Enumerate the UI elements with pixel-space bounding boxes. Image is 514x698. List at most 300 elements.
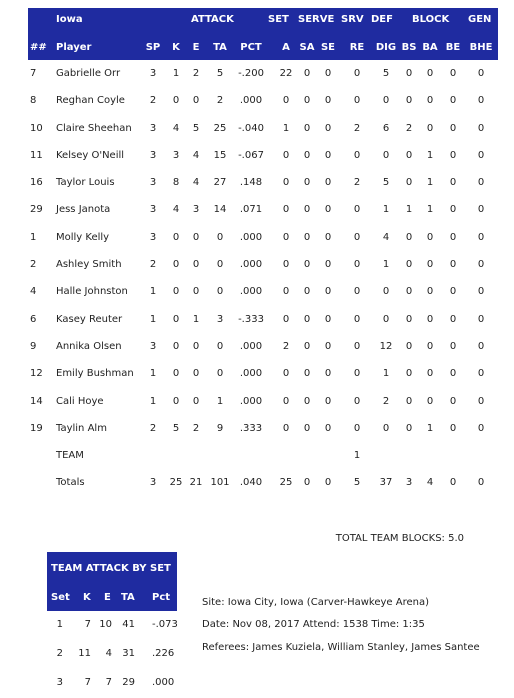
cell-be: 0 [449, 340, 457, 352]
cell-be: 0 [449, 231, 457, 243]
cell-re: 0 [353, 259, 361, 271]
site-info: Site: Iowa City, Iowa (Carver-Hawkeye Arena) [202, 597, 429, 608]
cell-k: 1 [172, 68, 180, 79]
cell-sp: 1 [149, 313, 157, 325]
cell-k: 0 [172, 313, 180, 325]
cell-k: 0 [172, 231, 180, 243]
table-row [28, 388, 498, 415]
cell-sa: 0 [303, 149, 311, 161]
cell-e: 4 [192, 177, 200, 189]
cell-player: Jess Janota [56, 204, 111, 216]
cell-sp: 3 [149, 177, 157, 189]
table-row [28, 169, 498, 196]
cell-k: 0 [172, 340, 180, 352]
cell-bs: 0 [405, 340, 413, 352]
cell-be: 0 [449, 177, 457, 189]
cell-bs: 0 [405, 68, 413, 79]
cell-be: 0 [449, 286, 457, 298]
cell-k: 4 [172, 204, 180, 216]
cell-ba: 0 [426, 259, 434, 271]
cell-ba: 1 [426, 422, 434, 434]
cell-se: 0 [324, 231, 332, 243]
cell-be: 0 [449, 395, 457, 407]
col-k: K [172, 42, 180, 53]
cell-bhe: 0 [477, 122, 485, 134]
table-row [28, 469, 498, 496]
cell-sp: 3 [149, 122, 157, 134]
cell-k: 5 [172, 422, 180, 434]
abs-col-k: K [83, 592, 91, 603]
cell-dig: 4 [382, 231, 390, 243]
cell-a: 2 [282, 340, 290, 352]
cell-bs: 0 [405, 313, 413, 325]
cell-player: Reghan Coyle [56, 95, 125, 107]
team-name: Iowa [56, 14, 83, 25]
col-sa: SA [299, 42, 315, 53]
cell-bs: 0 [405, 231, 413, 243]
cell-e: 0 [192, 395, 200, 407]
cell-a: 0 [282, 95, 290, 107]
cell-dig: 2 [382, 395, 390, 407]
cell-dig: 0 [382, 286, 390, 298]
table-row [28, 142, 498, 169]
cell-pct: .148 [239, 177, 263, 189]
cell-a: 0 [282, 313, 290, 325]
cell-k: 4 [172, 122, 180, 134]
cell-be: 0 [449, 204, 457, 216]
cell-be: 0 [449, 368, 457, 380]
cell-ba: 1 [426, 177, 434, 189]
cell-num: 10 [30, 122, 43, 134]
cell-bs: 0 [405, 149, 413, 161]
abs-cell-pct: .000 [152, 677, 175, 688]
cell-pct: .000 [239, 231, 263, 243]
cell-dig: 0 [382, 95, 390, 107]
cell-a: 0 [282, 204, 290, 216]
cell-num: 11 [30, 149, 43, 161]
cell-sp: 2 [149, 259, 157, 271]
cell-player: Ashley Smith [56, 259, 122, 271]
cell-k: 0 [172, 368, 180, 380]
cell-num: 1 [30, 231, 37, 243]
group-serve: SERVE [298, 14, 335, 25]
cell-re: 2 [353, 177, 361, 189]
cell-pct: .071 [239, 204, 263, 216]
col-bs: BS [401, 42, 417, 53]
cell-dig: 6 [382, 122, 390, 134]
cell-pct: -.040 [238, 122, 264, 134]
cell-ta: 27 [213, 177, 227, 189]
cell-ta: 101 [210, 477, 230, 489]
cell-re: 0 [353, 422, 361, 434]
cell-pct: -.067 [238, 149, 264, 161]
abs-cell-k: 7 [84, 677, 91, 688]
abs-cell-ta: 29 [122, 677, 135, 688]
cell-num: 12 [30, 368, 43, 380]
cell-se: 0 [324, 286, 332, 298]
col-player: Player [56, 42, 92, 53]
table-body [28, 60, 498, 497]
cell-bs: 0 [405, 286, 413, 298]
cell-ta: 1 [216, 395, 224, 407]
table-row [28, 115, 498, 142]
cell-k: 0 [172, 259, 180, 271]
abs-cell-set: 1 [56, 619, 63, 630]
cell-ba: 1 [426, 149, 434, 161]
cell-num: 6 [30, 313, 37, 325]
cell-sa: 0 [303, 231, 311, 243]
cell-e: 1 [192, 313, 200, 325]
cell-e: 3 [192, 204, 200, 216]
cell-pct: -.200 [238, 68, 264, 79]
cell-bs: 0 [405, 368, 413, 380]
group-def: DEF [371, 14, 393, 25]
cell-e: 2 [192, 68, 200, 79]
cell-e: 0 [192, 368, 200, 380]
cell-a: 0 [282, 231, 290, 243]
cell-ba: 0 [426, 95, 434, 107]
cell-player: Halle Johnston [56, 286, 128, 298]
cell-bhe: 0 [477, 286, 485, 298]
abs-cell-set: 2 [56, 648, 63, 659]
cell-player: Molly Kelly [56, 231, 110, 243]
group-srv: SRV [341, 14, 364, 25]
cell-ta: 0 [216, 340, 224, 352]
table-row [28, 442, 498, 469]
cell-player: Cali Hoye [56, 395, 104, 407]
cell-be: 0 [449, 149, 457, 161]
cell-bhe: 0 [477, 204, 485, 216]
col-sp: SP [145, 42, 161, 53]
cell-bs: 3 [405, 477, 413, 489]
cell-bhe: 0 [477, 95, 485, 107]
cell-sa: 0 [303, 395, 311, 407]
cell-a: 0 [282, 259, 290, 271]
cell-sa: 0 [303, 95, 311, 107]
abs-cell-ta: 31 [122, 648, 135, 659]
col-pct: PCT [240, 42, 262, 53]
cell-pct: .000 [239, 395, 263, 407]
cell-sp: 3 [149, 231, 157, 243]
abs-cell-set: 3 [56, 677, 63, 688]
cell-bs: 0 [405, 95, 413, 107]
cell-ba: 0 [426, 395, 434, 407]
box-score-table [28, 8, 498, 497]
cell-pct: .000 [239, 259, 263, 271]
cell-be: 0 [449, 68, 457, 79]
cell-re: 0 [353, 286, 361, 298]
cell-a: 0 [282, 286, 290, 298]
cell-sa: 0 [303, 313, 311, 325]
cell-dig: 5 [382, 68, 390, 79]
cell-a: 22 [279, 68, 293, 79]
table-row [28, 278, 498, 305]
cell-player: Emily Bushman [56, 368, 134, 380]
table-row [28, 306, 498, 333]
abs-col-set: Set [51, 592, 70, 603]
abs-cell-ta: 41 [122, 619, 135, 630]
cell-se: 0 [324, 395, 332, 407]
cell-k: 3 [172, 149, 180, 161]
cell-num: 14 [30, 395, 43, 407]
cell-se: 0 [324, 177, 332, 189]
cell-se: 0 [324, 95, 332, 107]
cell-ta: 2 [216, 95, 224, 107]
cell-ba: 4 [426, 477, 434, 489]
cell-be: 0 [449, 477, 457, 489]
col-dig: DIG [375, 42, 397, 53]
cell-e: 5 [192, 122, 200, 134]
cell-ta: 15 [213, 149, 227, 161]
cell-pct: .000 [239, 340, 263, 352]
cell-bhe: 0 [477, 395, 485, 407]
cell-player: Annika Olsen [56, 340, 122, 352]
col-be: BE [445, 42, 461, 53]
cell-ta: 0 [216, 259, 224, 271]
cell-ta: 3 [216, 313, 224, 325]
cell-sp: 1 [149, 395, 157, 407]
cell-player: Taylor Louis [56, 177, 115, 189]
cell-re: 0 [353, 149, 361, 161]
cell-be: 0 [449, 122, 457, 134]
cell-player: Claire Sheehan [56, 122, 132, 134]
attack-by-set-table [47, 552, 177, 698]
cell-dig: 1 [382, 204, 390, 216]
cell-ta: 0 [216, 368, 224, 380]
cell-bs: 0 [405, 177, 413, 189]
cell-e: 0 [192, 286, 200, 298]
cell-be: 0 [449, 259, 457, 271]
cell-be: 0 [449, 313, 457, 325]
cell-k: 25 [169, 477, 183, 489]
cell-dig: 0 [382, 149, 390, 161]
cell-re: 0 [353, 95, 361, 107]
cell-pct: -.333 [238, 313, 264, 325]
cell-re: 0 [353, 395, 361, 407]
cell-sa: 0 [303, 177, 311, 189]
cell-ba: 0 [426, 286, 434, 298]
cell-ba: 0 [426, 340, 434, 352]
col-bhe: BHE [469, 42, 493, 53]
cell-bhe: 0 [477, 422, 485, 434]
cell-se: 0 [324, 340, 332, 352]
cell-be: 0 [449, 422, 457, 434]
cell-sa: 0 [303, 368, 311, 380]
cell-se: 0 [324, 204, 332, 216]
cell-dig: 12 [379, 340, 393, 352]
cell-sp: 3 [149, 149, 157, 161]
attack-by-set-body [47, 611, 177, 698]
cell-sp: 1 [149, 368, 157, 380]
abs-cell-pct: .226 [152, 648, 175, 659]
cell-player: Kasey Reuter [56, 313, 123, 325]
cell-num: 19 [30, 422, 43, 434]
group-block: BLOCK [412, 14, 450, 25]
cell-num: 9 [30, 340, 37, 352]
referees-info: Referees: James Kuziela, William Stanley, James Santee [202, 642, 480, 653]
cell-sa: 0 [303, 340, 311, 352]
cell-ba: 0 [426, 122, 434, 134]
cell-bhe: 0 [477, 313, 485, 325]
table-row [28, 87, 498, 114]
cell-ba: 0 [426, 68, 434, 79]
cell-re: 2 [353, 122, 361, 134]
cell-a: 0 [282, 368, 290, 380]
cell-dig: 1 [382, 368, 390, 380]
cell-bhe: 0 [477, 177, 485, 189]
cell-k: 8 [172, 177, 180, 189]
cell-ta: 5 [216, 68, 224, 79]
abs-cell-e: 10 [99, 619, 112, 630]
table-row [28, 224, 498, 251]
abs-cell-k: 11 [78, 648, 91, 659]
cell-sa: 0 [303, 122, 311, 134]
cell-bhe: 0 [477, 231, 485, 243]
abs-cell-pct: -.073 [152, 619, 178, 630]
cell-player: Taylin Alm [56, 422, 107, 434]
abs-cell-e: 7 [105, 677, 112, 688]
cell-a: 0 [282, 422, 290, 434]
cell-sa: 0 [303, 477, 311, 489]
cell-a: 0 [282, 149, 290, 161]
cell-bs: 0 [405, 422, 413, 434]
cell-sp: 3 [149, 477, 157, 489]
cell-k: 0 [172, 95, 180, 107]
cell-re: 5 [353, 477, 361, 489]
cell-sa: 0 [303, 422, 311, 434]
cell-pct: .000 [239, 368, 263, 380]
attack-by-set-title: TEAM ATTACK BY SET [51, 563, 171, 574]
table-row [28, 360, 498, 387]
col-ba: BA [422, 42, 438, 53]
cell-bs: 1 [405, 204, 413, 216]
attack-by-set-row [47, 611, 177, 640]
cell-bhe: 0 [477, 68, 485, 79]
cell-dig: 5 [382, 177, 390, 189]
cell-ta: 14 [213, 204, 227, 216]
cell-re: 1 [353, 450, 361, 462]
abs-col-pct: Pct [152, 592, 171, 603]
cell-ba: 0 [426, 313, 434, 325]
cell-ba: 0 [426, 231, 434, 243]
cell-bhe: 0 [477, 149, 485, 161]
cell-ba: 0 [426, 368, 434, 380]
cell-ta: 25 [213, 122, 227, 134]
cell-sa: 0 [303, 204, 311, 216]
cell-re: 0 [353, 231, 361, 243]
col-ta: TA [213, 42, 227, 53]
cell-e: 0 [192, 231, 200, 243]
cell-bhe: 0 [477, 259, 485, 271]
cell-a: 25 [279, 477, 293, 489]
group-set: SET [268, 14, 289, 25]
cell-dig: 1 [382, 259, 390, 271]
cell-e: 0 [192, 340, 200, 352]
cell-a: 0 [282, 395, 290, 407]
group-gen: GEN [468, 14, 492, 25]
cell-re: 0 [353, 204, 361, 216]
cell-sp: 3 [149, 204, 157, 216]
cell-a: 0 [282, 177, 290, 189]
col-e: E [192, 42, 200, 53]
table-header [28, 8, 498, 60]
cell-sp: 2 [149, 422, 157, 434]
cell-num: 2 [30, 259, 37, 271]
cell-pct: .000 [239, 286, 263, 298]
attack-by-set-header [47, 552, 177, 611]
cell-sp: 3 [149, 340, 157, 352]
cell-ta: 0 [216, 286, 224, 298]
cell-be: 0 [449, 95, 457, 107]
cell-k: 0 [172, 286, 180, 298]
cell-se: 0 [324, 368, 332, 380]
cell-bs: 2 [405, 122, 413, 134]
cell-se: 0 [324, 313, 332, 325]
cell-re: 0 [353, 313, 361, 325]
date-info: Date: Nov 08, 2017 Attend: 1538 Time: 1:35 [202, 619, 425, 630]
table-row [28, 251, 498, 278]
abs-cell-e: 4 [105, 648, 112, 659]
cell-dig: 0 [382, 422, 390, 434]
cell-num: 16 [30, 177, 43, 189]
cell-se: 0 [324, 422, 332, 434]
cell-a: 1 [282, 122, 290, 134]
cell-e: 0 [192, 259, 200, 271]
cell-pct: .040 [239, 477, 263, 489]
cell-ta: 0 [216, 231, 224, 243]
col-re: RE [349, 42, 365, 53]
cell-sa: 0 [303, 259, 311, 271]
cell-player: Gabrielle Orr [56, 68, 121, 79]
cell-bs: 0 [405, 259, 413, 271]
group-attack: ATTACK [191, 14, 234, 25]
abs-col-e: E [104, 592, 111, 603]
table-row [28, 60, 498, 87]
cell-se: 0 [324, 68, 332, 79]
table-row [28, 415, 498, 442]
cell-num: 4 [30, 286, 37, 298]
table-row [28, 333, 498, 360]
cell-sp: 1 [149, 286, 157, 298]
table-row [28, 196, 498, 223]
cell-player: TEAM [56, 450, 84, 462]
cell-e: 2 [192, 422, 200, 434]
cell-dig: 0 [382, 313, 390, 325]
cell-sp: 2 [149, 95, 157, 107]
cell-e: 0 [192, 95, 200, 107]
cell-se: 0 [324, 477, 332, 489]
total-team-blocks: TOTAL TEAM BLOCKS: 5.0 [335, 533, 464, 544]
cell-num: 8 [30, 95, 37, 107]
col-se: SE [320, 42, 336, 53]
cell-k: 0 [172, 395, 180, 407]
col-num: ## [30, 42, 47, 53]
attack-by-set-row [47, 669, 177, 698]
cell-num: 29 [30, 204, 43, 216]
cell-re: 0 [353, 340, 361, 352]
abs-col-ta: TA [121, 592, 135, 603]
cell-sp: 3 [149, 68, 157, 79]
cell-e: 4 [192, 149, 200, 161]
cell-player: Totals [56, 477, 85, 489]
cell-ba: 1 [426, 204, 434, 216]
cell-se: 0 [324, 149, 332, 161]
cell-pct: .000 [239, 95, 263, 107]
cell-bhe: 0 [477, 368, 485, 380]
cell-se: 0 [324, 259, 332, 271]
abs-cell-k: 7 [84, 619, 91, 630]
cell-pct: .333 [239, 422, 263, 434]
